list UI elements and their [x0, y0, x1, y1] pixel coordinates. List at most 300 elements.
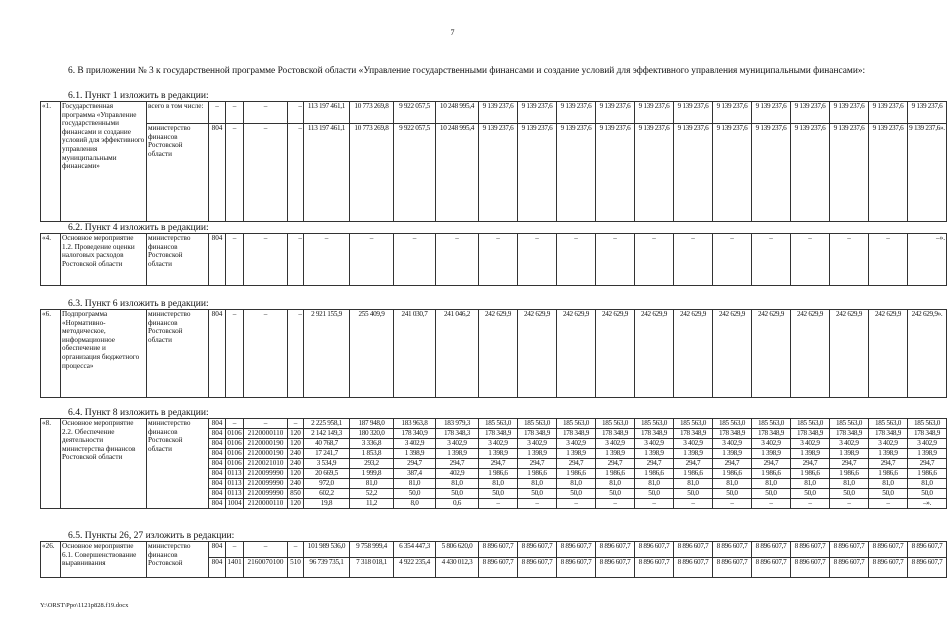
rzpr-cell: 0106 — [227, 449, 242, 457]
csr-cell: 2120000110 — [244, 429, 288, 439]
year-cell: 294,7 — [908, 459, 947, 469]
year-cell: 1 986,6 — [752, 469, 791, 479]
year-cell: 178 348,9 — [557, 429, 596, 439]
year-cell: 185 563,0 — [479, 419, 518, 429]
total-cell: 113 197 461,1 — [304, 102, 350, 124]
year-cell: 9 139 237,6». — [908, 124, 947, 222]
year-cell: 9 139 237,6 — [752, 124, 791, 222]
year-cell: 185 563,0 — [674, 419, 713, 429]
table-row — [41, 310, 947, 398]
year-cell: 294,7 — [869, 459, 908, 469]
table-row — [41, 234, 947, 286]
year-cell: 1 999,8 — [350, 469, 394, 479]
year-cell: 8 896 607,7 — [791, 558, 830, 578]
item-number: «8. — [41, 419, 61, 509]
year-cell: 81,0 — [479, 479, 518, 489]
csr-cell: – — [244, 310, 288, 398]
year-cell: 3 402,9 — [596, 439, 635, 449]
table-item-26 — [40, 541, 947, 578]
grbs-cell: 804 — [209, 310, 226, 398]
table-row — [41, 419, 947, 429]
year-cell: 1 986,6 — [557, 469, 596, 479]
year-cell: 3 402,9 — [713, 439, 752, 449]
year-cell: 9 922 057,5 — [394, 124, 436, 222]
year-cell: 81,0 — [350, 479, 394, 489]
year-cell: 3 336,8 — [350, 439, 394, 449]
year-cell: 185 563,0 — [791, 419, 830, 429]
rzpr-cell: 0106 — [227, 429, 242, 437]
rzpr-cell: – — [226, 102, 244, 124]
total-cell: 96 739 735,1 — [304, 558, 350, 578]
year-cell: 178 348,9 — [869, 429, 908, 439]
year-cell: – — [791, 234, 830, 286]
year-cell: – — [518, 499, 557, 509]
year-cell: 183 963,8 — [394, 419, 436, 429]
vr-cell: – — [288, 234, 304, 286]
grbs-cell: 804 — [209, 558, 226, 578]
year-cell: 8 896 607,7 — [830, 558, 869, 578]
rzpr-cell: – — [226, 234, 244, 286]
year-cell: 242 629,9». — [908, 310, 947, 398]
csr-cell: – — [244, 419, 288, 429]
vr-cell: – — [288, 419, 304, 429]
year-cell: 10 773 269,8 — [350, 102, 394, 124]
csr-cell: 2160070100 — [244, 558, 288, 578]
year-cell: 178 348,9 — [674, 429, 713, 439]
year-cell: 9 139 237,6 — [791, 124, 830, 222]
year-cell: 8 896 607,7 — [752, 558, 791, 578]
year-cell: 178 348,9 — [635, 429, 674, 439]
year-cell: 81,0 — [518, 479, 557, 489]
item-number: «1. — [41, 102, 61, 222]
total-cell: 602,2 — [304, 489, 350, 499]
grbs-cell: 804 — [209, 489, 226, 499]
grbs-cell: 804 — [209, 449, 226, 459]
grbs-cell: 804 — [209, 439, 226, 449]
year-cell: – — [557, 499, 596, 509]
year-cell: 242 629,9 — [752, 310, 791, 398]
rzpr-cell: 0106 — [227, 459, 242, 467]
year-cell: – — [713, 234, 752, 286]
csr-cell: 2120000190 — [244, 439, 288, 449]
year-cell: – — [635, 499, 674, 509]
year-cell: 294,7 — [713, 459, 752, 469]
year-cell: 8 896 607,7 — [674, 542, 713, 558]
year-cell: – — [304, 234, 350, 286]
year-cell: 1 398,9 — [596, 449, 635, 459]
item-number: «6. — [41, 310, 61, 398]
year-cell: 1 986,6 — [908, 469, 947, 479]
year-cell: 8 896 607,7 — [518, 558, 557, 578]
year-cell: 1 398,9 — [518, 449, 557, 459]
responsible-executor: министерство финансов Ростовской — [147, 542, 209, 578]
year-cell: 3 402,9 — [436, 439, 479, 449]
year-cell: 81,0 — [635, 479, 674, 489]
year-cell: – — [752, 234, 791, 286]
year-cell: 9 922 057,5 — [394, 102, 436, 124]
year-cell: 9 139 237,6 — [674, 124, 713, 222]
total-cell: 2 225 958,1 — [304, 419, 350, 429]
year-cell: 9 139 237,6 — [830, 102, 869, 124]
year-cell: 1 398,9 — [436, 449, 479, 459]
total-cell: 2 142 149,3 — [304, 429, 350, 439]
year-cell: 1 986,6 — [479, 469, 518, 479]
year-cell: 8 896 607,7 — [908, 542, 947, 558]
year-cell: 81,0 — [752, 479, 791, 489]
year-cell: – — [674, 499, 713, 509]
year-cell: 81,0 — [908, 479, 947, 489]
year-cell: – — [479, 499, 518, 509]
year-cell: 3 402,9 — [635, 439, 674, 449]
csr-cell: 2120099990 — [244, 479, 288, 489]
year-cell: 8 896 607,7 — [674, 558, 713, 578]
rzpr-cell: 0113 — [227, 469, 242, 477]
year-cell: 241 030,7 — [394, 310, 436, 398]
year-cell: 255 409,9 — [350, 310, 394, 398]
year-cell: 1 398,9 — [908, 449, 947, 459]
csr-cell: – — [244, 542, 288, 558]
year-cell: 294,7 — [557, 459, 596, 469]
year-cell: 387,4 — [394, 469, 436, 479]
year-cell: 3 402,9 — [479, 439, 518, 449]
year-cell: 81,0 — [394, 479, 436, 489]
year-cell: 81,0 — [557, 479, 596, 489]
year-cell: – — [713, 499, 752, 509]
vr-cell: – — [288, 310, 304, 398]
csr-cell: – — [244, 102, 288, 124]
vr-cell: 120 — [288, 439, 304, 449]
grbs-cell: 804 — [209, 479, 226, 489]
year-cell: 9 139 237,6 — [596, 102, 635, 124]
year-cell: 185 563,0 — [557, 419, 596, 429]
year-cell: 9 139 237,6 — [830, 124, 869, 222]
year-cell: 8 896 607,7 — [869, 558, 908, 578]
rzpr-cell: 0113 — [227, 489, 242, 497]
year-cell: 294,7 — [394, 459, 436, 469]
year-cell: 294,7 — [518, 459, 557, 469]
responsible-executor: министерство финансов Ростовской области — [147, 310, 209, 398]
year-cell: 9 139 237,6 — [869, 124, 908, 222]
total-cell: 101 989 536,0 — [304, 542, 350, 558]
vr-cell: 850 — [288, 489, 304, 499]
year-cell: 178 348,9 — [830, 429, 869, 439]
csr-cell: 2120021010 — [244, 459, 288, 469]
item-number: «26. — [41, 542, 61, 578]
year-cell: 242 629,9 — [518, 310, 557, 398]
grbs-cell: 804 — [209, 124, 226, 222]
year-cell: 1 853,8 — [350, 449, 394, 459]
year-cell: – — [830, 499, 869, 509]
year-cell: 178 348,9 — [791, 429, 830, 439]
rzpr-cell: 0113 — [227, 479, 242, 487]
year-cell: 185 563,0 — [518, 419, 557, 429]
year-cell: 1 986,6 — [518, 469, 557, 479]
year-cell: –». — [908, 234, 947, 286]
year-cell: 1 398,9 — [674, 449, 713, 459]
responsible-executor: министерство финансов Ростовской области — [147, 124, 209, 222]
year-cell: 9 139 237,6 — [752, 102, 791, 124]
rzpr-cell: 1401 — [226, 558, 244, 578]
year-cell: 3 402,9 — [830, 439, 869, 449]
year-cell: 178 340,9 — [394, 429, 436, 439]
year-cell: 52,2 — [350, 489, 394, 499]
year-cell: 50,0 — [869, 489, 908, 499]
year-cell: 242 629,9 — [713, 310, 752, 398]
year-cell: 3 402,9 — [674, 439, 713, 449]
year-cell: 8 896 607,7 — [752, 542, 791, 558]
year-cell: 50,0 — [557, 489, 596, 499]
page-number: 7 — [450, 28, 455, 37]
csr-cell: 2120000190 — [244, 449, 288, 459]
year-cell: 9 139 237,6 — [791, 102, 830, 124]
year-cell: – — [394, 234, 436, 286]
year-cell: 9 139 237,6 — [518, 124, 557, 222]
year-cell: 185 563,0 — [713, 419, 752, 429]
year-cell: 9 139 237,6 — [635, 102, 674, 124]
rzpr-cell: – — [226, 310, 244, 398]
year-cell: 1 398,9 — [713, 449, 752, 459]
year-cell: 1 986,6 — [713, 469, 752, 479]
year-cell: – — [752, 499, 791, 509]
subheading-6-4: 6.4. Пункт 8 изложить в редакции: — [68, 407, 209, 418]
year-cell: 8 896 607,7 — [557, 542, 596, 558]
total-cell: 2 921 155,9 — [304, 310, 350, 398]
year-cell: 8 896 607,7 — [518, 542, 557, 558]
year-cell: 242 629,9 — [557, 310, 596, 398]
year-cell: 9 139 237,6 — [557, 102, 596, 124]
year-cell: 0,6 — [436, 499, 479, 509]
responsible-executor: всего в том числе: — [147, 102, 209, 124]
year-cell: 8 896 607,7 — [479, 542, 518, 558]
table-item-6 — [40, 309, 947, 398]
year-cell: 10 248 995,4 — [436, 124, 479, 222]
year-cell: 9 139 237,6 — [869, 102, 908, 124]
item-name: Основное мероприятие 1.2. Проведение оценки налоговых расходов Ростовской области — [61, 234, 147, 286]
year-cell: 81,0 — [596, 479, 635, 489]
year-cell: 50,0 — [791, 489, 830, 499]
year-cell: 81,0 — [869, 479, 908, 489]
year-cell: 50,0 — [830, 489, 869, 499]
year-cell: 50,0 — [635, 489, 674, 499]
year-cell: 81,0 — [713, 479, 752, 489]
year-cell: 81,0 — [674, 479, 713, 489]
year-cell: 185 563,0 — [908, 419, 947, 429]
year-cell: – — [557, 234, 596, 286]
year-cell: 294,7 — [436, 459, 479, 469]
table-row — [41, 102, 947, 124]
year-cell: 178 348,9 — [518, 429, 557, 439]
year-cell: 1 986,6 — [830, 469, 869, 479]
year-cell: – — [830, 234, 869, 286]
table-row — [41, 542, 947, 558]
year-cell: 3 402,9 — [791, 439, 830, 449]
year-cell: 8 896 607,7 — [635, 558, 674, 578]
year-cell: 8 896 607,7 — [635, 542, 674, 558]
year-cell: 9 139 237,6 — [596, 124, 635, 222]
grbs-cell: 804 — [209, 499, 226, 509]
year-cell: 242 629,9 — [479, 310, 518, 398]
year-cell: 50,0 — [752, 489, 791, 499]
year-cell: 242 629,9 — [830, 310, 869, 398]
year-cell: 4 922 235,4 — [394, 558, 436, 578]
year-cell: 8 896 607,7 — [596, 542, 635, 558]
year-cell: 185 563,0 — [596, 419, 635, 429]
year-cell: 294,7 — [635, 459, 674, 469]
year-cell: 178 348,9 — [752, 429, 791, 439]
year-cell: 81,0 — [830, 479, 869, 489]
year-cell: 185 563,0 — [869, 419, 908, 429]
total-cell: 17 241,7 — [304, 449, 350, 459]
vr-cell: 120 — [288, 429, 304, 439]
vr-cell: – — [288, 124, 304, 222]
grbs-cell: 804 — [209, 542, 226, 558]
year-cell: 8 896 607,7 — [908, 558, 947, 578]
year-cell: 183 979,3 — [436, 419, 479, 429]
year-cell: 178 348,9 — [479, 429, 518, 439]
grbs-cell: 804 — [209, 419, 226, 429]
year-cell: 1 398,9 — [791, 449, 830, 459]
year-cell: 1 986,6 — [596, 469, 635, 479]
year-cell: 50,0 — [596, 489, 635, 499]
year-cell: 9 139 237,6 — [518, 102, 557, 124]
year-cell: 178 348,9 — [713, 429, 752, 439]
grbs-cell: 804 — [209, 234, 226, 286]
year-cell: 242 629,9 — [674, 310, 713, 398]
year-cell: 187 948,0 — [350, 419, 394, 429]
year-cell: 294,7 — [596, 459, 635, 469]
csr-cell: 2120000110 — [244, 499, 288, 509]
year-cell: – — [518, 234, 557, 286]
year-cell: 50,0 — [518, 489, 557, 499]
vr-cell: 120 — [288, 499, 304, 509]
grbs-cell: 804 — [209, 469, 226, 479]
year-cell: – — [479, 234, 518, 286]
item-name: Основное мероприятие 6.1. Совершенствование выравнивания — [61, 542, 147, 578]
year-cell: 402,9 — [436, 469, 479, 479]
rzpr-cell: – — [226, 124, 244, 222]
vr-cell: – — [288, 102, 304, 124]
year-cell: 11,2 — [350, 499, 394, 509]
year-cell: 7 318 018,1 — [350, 558, 394, 578]
year-cell: – — [674, 234, 713, 286]
subheading-6-5: 6.5. Пункты 26, 27 изложить в редакции: — [68, 530, 235, 541]
year-cell: 9 139 237,6 — [635, 124, 674, 222]
year-cell: 8 896 607,7 — [479, 558, 518, 578]
year-cell: 8 896 607,7 — [713, 542, 752, 558]
year-cell: 3 402,9 — [518, 439, 557, 449]
year-cell: 178 348,9 — [908, 429, 947, 439]
year-cell: 242 629,9 — [635, 310, 674, 398]
year-cell: –». — [908, 499, 947, 509]
year-cell: 178 348,3 — [436, 429, 479, 439]
year-cell: 241 046,2 — [436, 310, 479, 398]
vr-cell: 240 — [288, 449, 304, 459]
year-cell: 3 402,9 — [908, 439, 947, 449]
responsible-executor: министерство финансов Ростовской области — [147, 419, 209, 509]
total-cell: 40 768,7 — [304, 439, 350, 449]
year-cell: 294,7 — [830, 459, 869, 469]
year-cell: 9 139 237,6 — [479, 124, 518, 222]
csr-cell: – — [244, 124, 288, 222]
vr-cell: 240 — [288, 459, 304, 469]
year-cell: 50,0 — [674, 489, 713, 499]
year-cell: – — [635, 234, 674, 286]
item-name: Основное мероприятие 2.2. Обеспечение деятельности министерства финансов Ростовской области — [61, 419, 147, 509]
year-cell: 180 320,0 — [350, 429, 394, 439]
year-cell: – — [350, 234, 394, 286]
year-cell: 1 398,9 — [394, 449, 436, 459]
year-cell: 1 398,9 — [557, 449, 596, 459]
year-cell: 1 398,9 — [830, 449, 869, 459]
year-cell: 1 986,6 — [674, 469, 713, 479]
year-cell: 9 139 237,6 — [479, 102, 518, 124]
rzpr-cell: 0106 — [227, 439, 242, 447]
year-cell: – — [869, 499, 908, 509]
total-cell: 113 197 461,1 — [304, 124, 350, 222]
subheading-6-1: 6.1. Пункт 1 изложить в редакции: — [68, 90, 209, 101]
year-cell: – — [436, 234, 479, 286]
year-cell: 10 248 995,4 — [436, 102, 479, 124]
csr-cell: – — [244, 234, 288, 286]
year-cell: 9 139 237,6 — [713, 102, 752, 124]
year-cell: 242 629,9 — [791, 310, 830, 398]
year-cell: 50,0 — [713, 489, 752, 499]
csr-cell: 2120099990 — [244, 489, 288, 499]
table-item-8 — [40, 418, 947, 509]
year-cell: 81,0 — [791, 479, 830, 489]
year-cell: 5 806 620,0 — [436, 542, 479, 558]
year-cell: 8 896 607,7 — [596, 558, 635, 578]
year-cell: 9 139 237,6 — [713, 124, 752, 222]
year-cell: 294,7 — [752, 459, 791, 469]
total-cell: 972,0 — [304, 479, 350, 489]
year-cell: 8 896 607,7 — [830, 542, 869, 558]
year-cell: 294,7 — [479, 459, 518, 469]
vr-cell: 240 — [288, 479, 304, 489]
grbs-cell: 804 — [209, 459, 226, 469]
year-cell: 9 139 237,6 — [674, 102, 713, 124]
year-cell: 8,0 — [394, 499, 436, 509]
year-cell: 3 402,9 — [752, 439, 791, 449]
year-cell: 1 398,9 — [635, 449, 674, 459]
year-cell: 178 348,9 — [596, 429, 635, 439]
item-name: Подпрограмма «Нормативно-методическое, информационное обеспечение и организация бюджетного процесса» — [61, 310, 147, 398]
table-row — [41, 124, 947, 222]
year-cell: 3 402,9 — [869, 439, 908, 449]
year-cell: 3 402,9 — [557, 439, 596, 449]
year-cell: – — [869, 234, 908, 286]
year-cell: 185 563,0 — [830, 419, 869, 429]
intro-paragraph: 6. В приложении № 3 к государственной программе Ростовской области «Управление государственными финансами и создание условий для эффективного управления муниципальными финансами»: — [68, 66, 866, 76]
total-cell: 19,8 — [304, 499, 350, 509]
rzpr-cell: – — [226, 542, 244, 558]
vr-cell: – — [288, 542, 304, 558]
table-item-4 — [40, 233, 947, 286]
year-cell: 6 354 447,3 — [394, 542, 436, 558]
responsible-executor: министерство финансов Ростовской области — [147, 234, 209, 286]
item-name: Государственная программа «Управление государственными финансами и создание условий для эффективного управления муниципальными финансами» — [61, 102, 147, 222]
year-cell: 8 896 607,7 — [791, 542, 830, 558]
item-number: «4. — [41, 234, 61, 286]
subheading-6-3: 6.3. Пункт 6 изложить в редакции: — [68, 298, 209, 309]
grbs-cell: 804 — [209, 429, 226, 439]
year-cell: 185 563,0 — [752, 419, 791, 429]
total-cell: 3 534,9 — [304, 459, 350, 469]
year-cell: 4 430 012,3 — [436, 558, 479, 578]
footer-file-path: Y:\ORST\Ppo\1121p828.f19.docx — [40, 602, 129, 609]
year-cell: – — [596, 499, 635, 509]
csr-cell: 2120099990 — [244, 469, 288, 479]
